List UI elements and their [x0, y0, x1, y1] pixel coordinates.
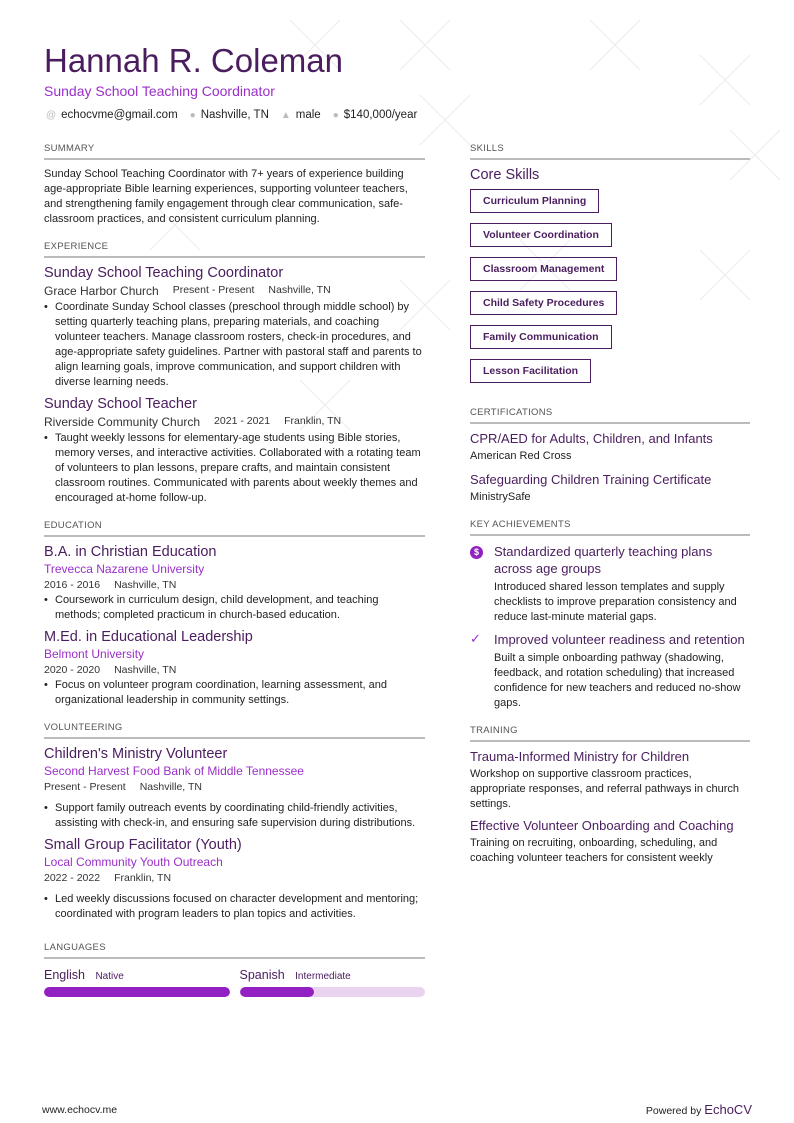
school: Belmont University [44, 647, 145, 661]
school-location: Nashville, TN [114, 579, 177, 591]
dates: 2020 - 2020 [44, 664, 101, 676]
achievement-text: Introduced shared lesson templates and supply checklists to improve preparation consistency and reduce last-minute material gaps. [494, 581, 737, 623]
skill-tag: Volunteer Coordination [470, 223, 612, 247]
job-title: Sunday School Teaching Coordinator [44, 265, 284, 281]
languages-section [44, 942, 425, 997]
achievements-section [470, 519, 750, 711]
training-section [470, 725, 750, 866]
cert-issuer: American Red Cross [470, 450, 572, 462]
dates: Present - Present [172, 284, 255, 296]
cert-name: CPR/AED for Adults, Children, and Infants [470, 431, 713, 446]
email-icon: @ [46, 110, 57, 121]
volunteer-role: Small Group Facilitator (Youth) [44, 837, 242, 853]
education-item [44, 629, 425, 708]
section-heading: LANGUAGES [44, 942, 425, 959]
section-heading: KEY ACHIEVEMENTS [470, 519, 750, 536]
achievement-title: Standardized quarterly teaching plans across age groups [494, 544, 713, 576]
location: Nashville, TN [200, 109, 269, 121]
dates: 2021 - 2021 [214, 415, 271, 427]
certifications-section [470, 407, 750, 505]
cert-name: Safeguarding Children Training Certificate [470, 472, 712, 487]
language-level: Intermediate [295, 971, 351, 982]
summary-text: Sunday School Teaching Coordinator with 7+ years of experience building age-appropriate Bible learning experiences, supporting volunteer teachers, and strengthening family engagement through clear communication, safe-classroom practices, and consistent curriculum planning. [44, 168, 408, 225]
contact-info [46, 109, 417, 121]
section-heading: CERTIFICATIONS [470, 407, 750, 424]
skill-tag: Lesson Facilitation [470, 359, 591, 383]
location-icon: ● [189, 110, 196, 121]
candidate-name: Hannah R. Coleman [44, 42, 343, 79]
powered-by-label: Powered by [645, 1105, 702, 1117]
left-column [44, 143, 425, 1011]
volunteer-org: Second Harvest Food Bank of Middle Tennessee [44, 764, 304, 778]
training-text: Workshop on supportive classroom practices, appropriate responses, and referral pathways in church settings. [470, 768, 740, 810]
summary-section [44, 143, 425, 227]
language-bar [240, 987, 426, 997]
training-title: Trauma-Informed Ministry for Children [470, 749, 690, 764]
experience-item [44, 265, 425, 390]
language-item [240, 966, 426, 997]
volunteer-location: Franklin, TN [114, 872, 172, 884]
experience-section [44, 241, 425, 506]
section-heading: VOLUNTEERING [44, 722, 425, 739]
email[interactable]: echocvme@gmail.com [61, 109, 178, 121]
language-bar-fill [44, 987, 230, 997]
achievement-title: Improved volunteer readiness and retention [494, 632, 745, 647]
right-column [470, 143, 750, 880]
language-name: Spanish [239, 968, 285, 982]
language-level: Native [95, 971, 124, 982]
person-icon: ▲ [280, 110, 291, 121]
section-heading: EDUCATION [44, 520, 425, 537]
education-item [44, 544, 425, 623]
section-heading: EXPERIENCE [44, 241, 425, 258]
skill-tag: Classroom Management [470, 257, 617, 281]
degree: B.A. in Christian Education [44, 544, 217, 560]
volunteer-role: Children's Ministry Volunteer [44, 746, 228, 762]
skills-subheading: Core Skills [470, 167, 540, 183]
skill-tag: Family Communication [470, 325, 612, 349]
bullet: • Coursework in curriculum design, child development, and teaching methods; completed practicum in church-based education. [44, 593, 425, 623]
language-name: English [44, 968, 85, 982]
skills-section [470, 143, 750, 393]
volunteer-item [44, 746, 425, 831]
section-heading: SUMMARY [44, 143, 425, 160]
dollar-icon: $ [470, 543, 484, 625]
dates: 2016 - 2016 [44, 579, 101, 591]
footer-website[interactable]: www.echocv.me [42, 1104, 118, 1116]
training-title: Effective Volunteer Onboarding and Coaching [470, 818, 734, 833]
salary: $140,000/year [343, 109, 418, 121]
skill-tag: Curriculum Planning [470, 189, 599, 213]
job-title: Sunday School Teacher [44, 396, 197, 412]
section-heading: SKILLS [470, 143, 750, 160]
volunteer-location: Nashville, TN [139, 781, 202, 793]
achievement-item [470, 543, 750, 625]
check-icon: ✓ [470, 631, 481, 646]
volunteer-item [44, 837, 425, 922]
language-bar-fill [240, 987, 314, 997]
volunteering-section [44, 722, 425, 922]
bullet: • Support family outreach events by coordinating child-friendly activities, assisting with check-in, and ensuring safe supervision during distributions. [44, 801, 425, 831]
dates: 2022 - 2022 [44, 872, 101, 884]
bullet: • Led weekly discussions focused on character development and mentoring; coordinated with program leaders to plan topics and activities. [44, 892, 425, 922]
training-text: Training on recruiting, onboarding, scheduling, and coaching volunteer teachers for consistent weekly [470, 837, 718, 864]
degree: M.Ed. in Educational Leadership [44, 629, 253, 645]
job-location: Nashville, TN [268, 284, 331, 296]
skill-tag: Child Safety Procedures [470, 291, 617, 315]
gender: male [295, 109, 321, 121]
bullet: • Taught weekly lessons for elementary-age students using Bible stories, memory verses, and interactive activities. Collaborated with a rotating team of volunteers to plan lessons, prepare crafts, and maintain consistent classroom routines. Communicated with parents about weekly themes and encouraged at-home follow-up. [44, 431, 425, 506]
school-location: Nashville, TN [114, 664, 177, 676]
brand-logo[interactable]: EchoCV [704, 1102, 752, 1117]
school: Trevecca Nazarene University [44, 562, 205, 576]
skills-list [470, 189, 750, 393]
dates: Present - Present [44, 781, 126, 793]
bullet: • Focus on volunteer program coordination, learning assessment, and organizational leadership in community settings. [44, 678, 425, 708]
candidate-title: Sunday School Teaching Coordinator [44, 83, 275, 99]
employer: Riverside Community Church [44, 415, 201, 429]
employer: Grace Harbor Church [44, 284, 159, 298]
language-item [44, 966, 230, 997]
cert-issuer: MinistrySafe [470, 491, 531, 503]
achievement-item [470, 631, 750, 711]
education-section [44, 520, 425, 708]
salary-icon: ● [332, 110, 339, 121]
achievement-text: Built a simple onboarding pathway (shadowing, feedback, and rotation scheduling) that increased confidence for new teachers and reduced no-show gaps. [494, 652, 741, 709]
language-bar [44, 987, 230, 997]
job-location: Franklin, TN [284, 415, 342, 427]
volunteer-org: Local Community Youth Outreach [44, 855, 223, 869]
section-heading: TRAINING [470, 725, 750, 742]
footer-powered [646, 1102, 752, 1117]
experience-item [44, 396, 425, 506]
bullet: • Coordinate Sunday School classes (preschool through middle school) by setting quarterly teaching plans, preparing materials, and coaching volunteer teachers. Manage classroom rosters, check-in procedures, and age-appropriate safety guidelines. Partner with pastoral staff and parents to align learning goals, improve communication, and support children with diverse learning needs. [44, 300, 425, 390]
